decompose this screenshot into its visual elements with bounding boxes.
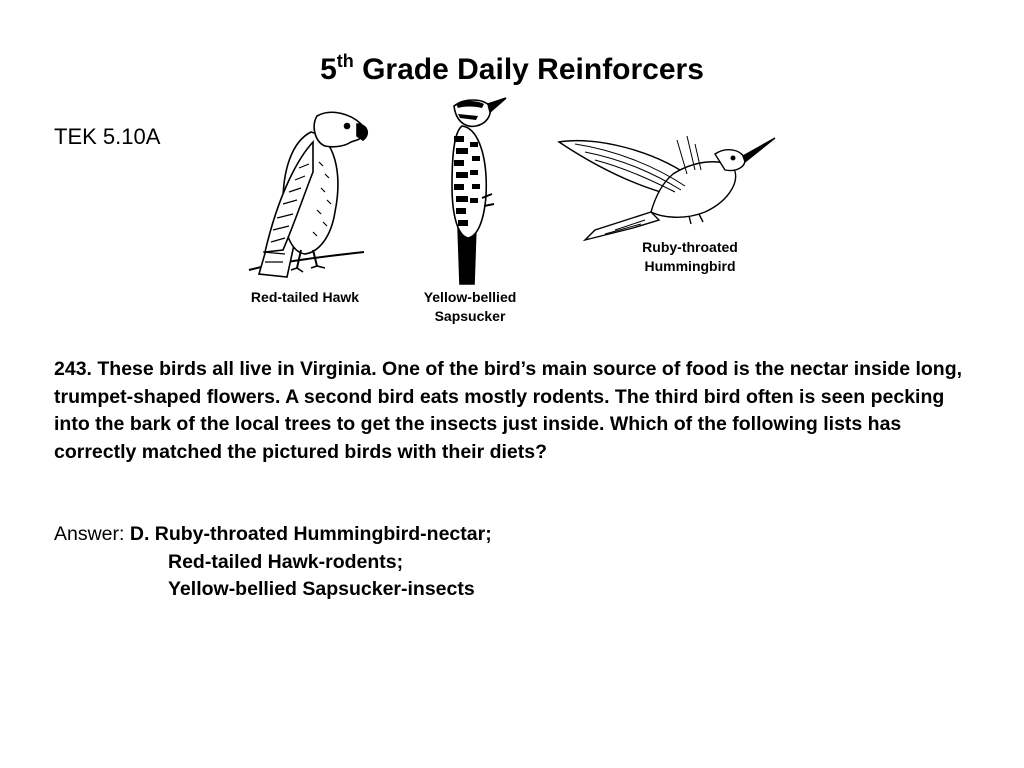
slide-title [0,50,1024,93]
sapsucker-name-line2: Sapsucker [434,308,506,324]
hummingbird-name-line1: Ruby-throated [642,239,738,255]
tek-label: TEK 5.10A [54,124,161,149]
hummingbird-caption [610,238,770,276]
question-text: 243. These birds all live in Virginia. One of the bird’s main source of food is the nectar inside long, trumpet-shaped flowers. A second bird eats mostly rodents. The third bird often is seen pecking into the bark of the local trees to get the insects just inside. Which of the following lists has correctly matched the pictured birds with their diets? [54,358,963,463]
title-superscript: th [336,51,354,71]
answer-line-1: D. Ruby-throated Hummingbird-nectar; [129,523,492,545]
title-number: 5 [320,53,337,86]
hawk-name: Red-tailed Hawk [250,289,360,305]
sapsucker-caption [400,288,540,326]
sapsucker-name-line1: Yellow-bellied [423,289,517,305]
answer-line-2: Red-tailed Hawk-rodents; [168,550,404,573]
answer-block [54,521,492,604]
title-text: Grade Daily Reinforcers [353,53,704,86]
answer-line-3: Yellow-bellied Sapsucker-insects [168,578,475,600]
ruby-throated-hummingbird-illustration [555,130,780,242]
bird-illustrations [225,92,785,332]
hummingbird-name-line2: Hummingbird [644,258,736,274]
answer-label: Answer: [54,523,130,545]
hawk-caption [225,288,385,307]
yellow-bellied-sapsucker-illustration [430,96,510,286]
red-tailed-hawk-illustration [239,102,369,282]
